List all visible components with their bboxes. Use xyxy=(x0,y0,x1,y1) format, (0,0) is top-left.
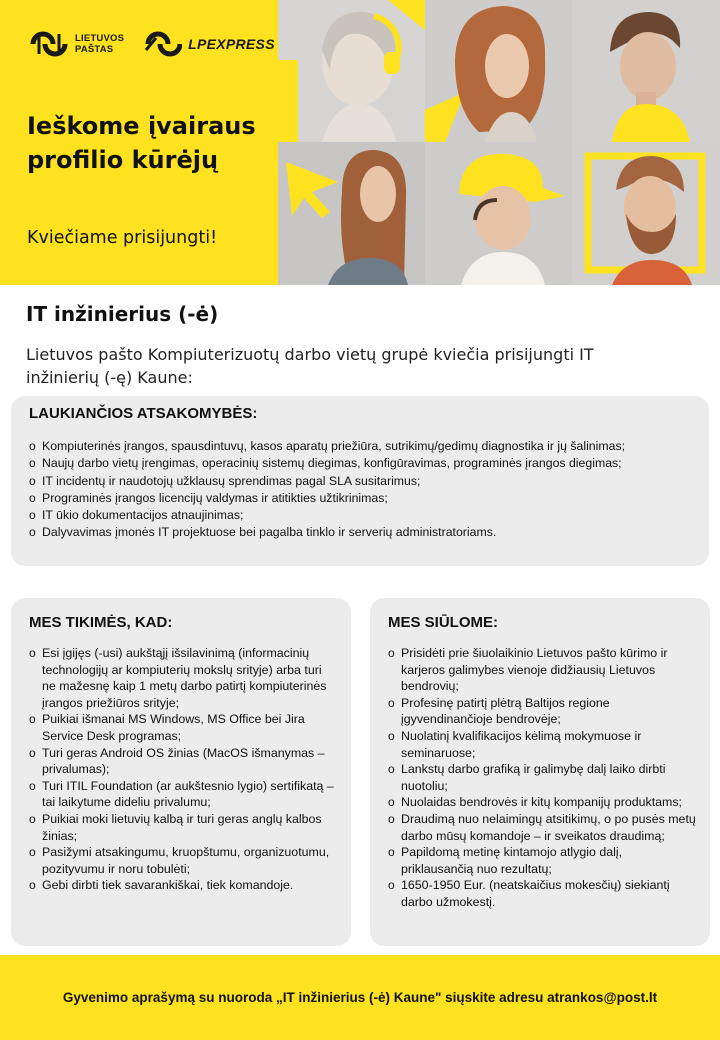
logo1-line1: LIETUVOS xyxy=(75,33,125,44)
portrait-man-yellow-cap xyxy=(425,142,572,285)
list-item: o Naujų darbo vietų įrengimas, operacinių sistemų diegimas, konfigūravimas, programinės įrangos diegimas; xyxy=(29,455,692,472)
list-item: o Dalyvavimas įmonės IT projektuose bei pagalba tinklo ir serverių administratoriams. xyxy=(29,524,692,541)
list-item: o Nuolatinį kvalifikacijos kėlimą mokymuose ir seminaruose; xyxy=(388,728,696,761)
portrait-older-woman xyxy=(278,0,425,142)
portrait-curly-woman xyxy=(425,0,572,142)
list-item: o Prisidėti prie šiuolaikinio Lietuvos pašto kūrimo ir karjeros galimybes vienoje didžiausių Lietuvos bendrovių; xyxy=(388,645,696,695)
offer-card xyxy=(370,598,710,946)
portrait-long-hair-woman xyxy=(278,142,425,285)
portrait-bearded-man xyxy=(572,142,720,285)
duties-card xyxy=(11,396,709,566)
portrait-grid xyxy=(278,0,720,285)
footer-banner xyxy=(0,955,720,1040)
hero-banner xyxy=(0,0,720,285)
lpexpress-logo xyxy=(142,30,275,58)
portrait-man-yellow-shirt xyxy=(572,0,720,142)
list-item: o Turi geras Android OS žinias (MacOS išmanymas – privalumas); xyxy=(29,745,337,778)
lpexpress-mark-icon xyxy=(142,30,182,58)
expectations-title: MES TIKIMĖS, KAD: xyxy=(29,614,173,631)
duties-list xyxy=(29,438,692,542)
logos xyxy=(29,30,275,58)
logo2-text: LPEXPRESS xyxy=(188,35,275,52)
hero-subtitle: Kviečiame prisijungti! xyxy=(27,228,218,248)
list-item: o IT incidentų ir naudotojų užklausų sprendimas pagal SLA susitarimus; xyxy=(29,473,692,490)
expectations-card xyxy=(11,598,351,946)
list-item: o Gebi dirbti tiek savarankiškai, tiek komandoje. xyxy=(29,877,337,894)
list-item: o IT ūkio dokumentacijos atnaujinimas; xyxy=(29,507,692,524)
logo1-line2: PAŠTAS xyxy=(75,44,114,55)
list-item: o Lankstų darbo grafiką ir galimybę dalį laiko dirbti nuotoliu; xyxy=(388,761,696,794)
job-title: IT inžinierius (-ė) xyxy=(26,302,219,326)
offer-title: MES SIŪLOME: xyxy=(388,614,499,631)
hero-title: Ieškome įvairaus profilio kūrėjų xyxy=(27,112,256,174)
job-intro: Lietuvos pašto Kompiuterizuotų darbo vietų grupė kviečia prisijungti IT inžinierių (-ę) Kaune: xyxy=(26,345,594,387)
list-item: o Pasižymi atsakingumu, kruopštumu, organizuotumu, pozityvumu ir noru tobulėti; xyxy=(29,844,337,877)
list-item: o Profesinę patirtį plėtrą Baltijos regione įgyvendinančioje bendrovėje; xyxy=(388,695,696,728)
list-item: o Puikiai moki lietuvių kalbą ir turi geras anglų kalbos žinias; xyxy=(29,811,337,844)
list-item: o Nuolaidas bendrovės ir kitų kompanijų produktams; xyxy=(388,794,696,811)
list-item: o Esi įgijęs (-usi) aukštąjį išsilavinimą (informacinių technologijų ar kompiuterių mokslų srityje) arba turi ne mažesnę kaip 1 metų darbo patirtį kompiuterinės įrangos priežiūros srityje; xyxy=(29,645,337,711)
application-instructions: Gyvenimo aprašymą su nuoroda „IT inžinierius (-ė) Kaune" siųskite adresu atrankos@post.lt xyxy=(62,990,658,1005)
list-item: o Puikiai išmanai MS Windows, MS Office bei Jira Service Desk programas; xyxy=(29,711,337,744)
list-item: o Kompiuterinės įrangos, spausdintuvų, kasos aparatų priežiūra, sutrikimų/gedimų diagnostika ir jų šalinimas; xyxy=(29,438,692,455)
list-item: o 1650-1950 Eur. (neatskaičius mokesčių) siekiantį darbo užmokestį. xyxy=(388,877,696,910)
list-item: o Programinės įrangos licencijų valdymas ir atitikties užtikrinimas; xyxy=(29,490,692,507)
list-item: o Papildomą metinę kintamojo atlygio dalį, priklausančią nuo rezultatų; xyxy=(388,844,696,877)
offer-list xyxy=(388,645,696,911)
post-horn-icon xyxy=(29,30,69,58)
lietuvos-pastas-logo xyxy=(29,30,124,58)
expectations-list xyxy=(29,645,337,894)
duties-title: LAUKIANČIOS ATSAKOMYBĖS: xyxy=(29,405,258,422)
list-item: o Draudimą nuo nelaimingų atsitikimų, o po pusės metų darbo mūsų komandoje – ir sveikatos draudimą; xyxy=(388,811,696,844)
list-item: o Turi ITIL Foundation (ar aukštesnio lygio) sertifikatą – tai laikytume dideliu privalumu; xyxy=(29,778,337,811)
